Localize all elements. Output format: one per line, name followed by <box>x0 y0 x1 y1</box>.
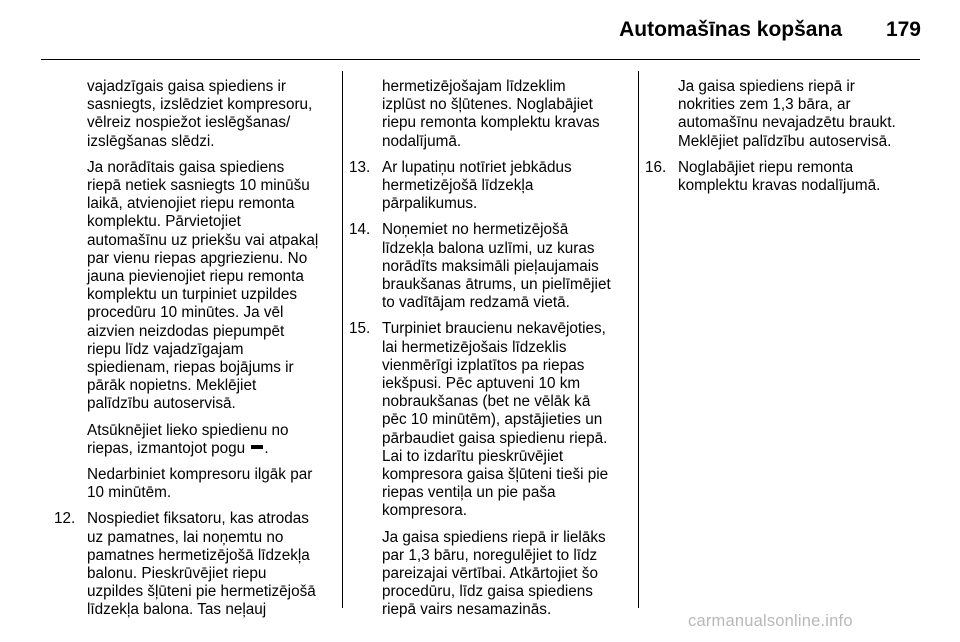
column-divider-1 <box>342 71 343 608</box>
list-item-12: 12. Nospiediet fiksatoru, kas atrodas uz pamatnes, lai noņemtu no pamatnes hermetizējošā līdzekļa balonu. Pieskrūvējiet riepu uzpildes šļūteni pie hermetizējošā līdzekļa balona. Tas neļauj <box>54 510 316 619</box>
watermark: carmanualsonline.info <box>688 612 853 630</box>
paragraph: hermetizējošajam līdzeklim izplūst no šļūtenes. Noglabājiet riepu remonta komplektu kravas nodalījumā. <box>382 78 600 150</box>
column-divider-2 <box>638 71 639 608</box>
paragraph: Nedarbiniet kompresoru ilgāk par 10 minūtēm. <box>87 466 313 502</box>
list-number: 12. <box>54 510 76 528</box>
paragraph: Atsūknējiet lieko spiedienu no riepas, izmantojot pogu . <box>87 421 289 457</box>
list-number: 16. <box>645 158 667 176</box>
list-number: 13. <box>349 158 371 176</box>
paragraph: vajadzīgais gaisa spiediens ir sasniegts, izslēdziet kompresoru, vēlreiz nospiežot ieslēgšanas/ izslēgšanas slēdzi. <box>87 78 313 150</box>
list-item-14: 14. Noņemiet no hermetizējošā līdzekļa balona uzlīmi, uz kuras norādīts maksimāli pieļaujamais braukšanas ātrums, un pielīmējiet to vadītājam redzamā vietā. <box>349 221 611 312</box>
minus-bar-icon <box>251 445 263 449</box>
header-rule <box>41 59 920 60</box>
text-column-1 <box>54 78 330 628</box>
list-item-13: 13. Ar lupatiņu notīriet jebkādus hermetizējošā līdzekļa pārpalikumus. <box>349 158 572 213</box>
text-column-2 <box>349 78 625 628</box>
paragraph: Ja norādītais gaisa spiediens riepā netiek sasniegts 10 minūšu laikā, atvienojiet riepu remonta komplektu. Pārvietojiet automašīnu uz priekšu vai atpakaļ par vienu riepas apgriezienu. No jauna pievienojiet riepu remonta komplektu un turpiniet uzpildes procedūru 10 minūtes. Ja vēl aizvien neizdodas piepumpēt riepu līdz vajadzīgajam spiedienam, riepas bojājums ir pārāk nopietns. Meklējiet palīdzību autoservisā. <box>87 158 319 413</box>
text-column-3 <box>645 78 911 203</box>
list-number: 15. <box>349 320 371 338</box>
page-number: 179 <box>885 18 921 41</box>
list-item-16: 16. Noglabājiet riepu remonta komplektu kravas nodalījumā. <box>645 158 881 195</box>
list-item-15: 15. Turpiniet braucienu nekavējoties, lai hermetizējošais līdzeklis vienmērīgi izplatītos pa riepas iekšpusi. Pēc aptuveni 10 km nobraukšanas (bet ne vēlāk kā pēc 10 minūtēm), apstājieties un pārbaudiet gaisa spiedienu riepā. Lai to izdarītu pieskrūvējiet kompresora gaisa šļūteni tieši pie riepas ventiļa un pie paša kompresora. <box>349 320 609 520</box>
page-title: Automašīnas kopšana <box>619 18 842 41</box>
paragraph: Ja gaisa spiediens riepā ir nokrities zem 1,3 bāra, ar automašīnu nevajadzētu braukt. Meklējiet palīdzību autoservisā. <box>678 78 896 150</box>
list-number: 14. <box>349 221 371 239</box>
paragraph: Ja gaisa spiediens riepā ir lielāks par 1,3 bāru, noregulējiet to līdz pareizajai vērtībai. Atkārtojiet šo procedūru, līdz gaisa spiediens riepā vairs nesamazinās. <box>382 528 606 619</box>
